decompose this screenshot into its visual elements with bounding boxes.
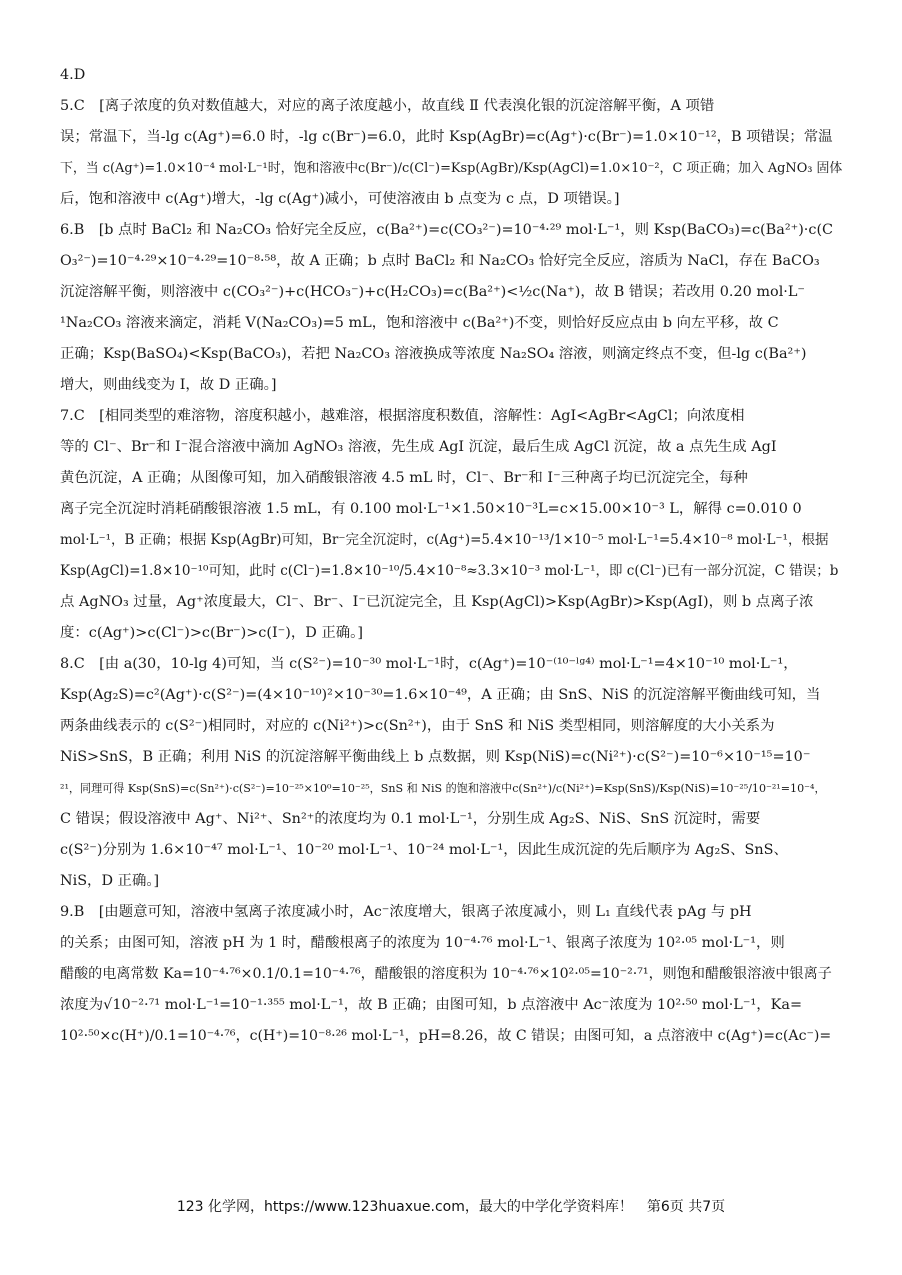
text-line: O₃²⁻)=10⁻⁴·²⁹×10⁻⁴·²⁹=10⁻⁸·⁵⁸，故 A 正确；b 点时 BaCl₂ 和 Na₂CO₃ 恰好完全反应，溶质为 NaCl，存在 BaCO₃ [60, 253, 820, 269]
text-line: NiS>SnS，B 正确；利用 NiS 的沉淀溶解平衡曲线上 b 点数据，则 Ksp(NiS)=c(Ni²⁺)·c(S²⁻)=10⁻⁶×10⁻¹⁵=10⁻ [60, 749, 811, 765]
text-line: Ksp(Ag₂S)=c²(Ag⁺)·c(S²⁻)=(4×10⁻¹⁰)²×10⁻³⁰=1.6×10⁻⁴⁹，A 正确；由 SnS、NiS 的沉淀溶解平衡曲线可知，当 [60, 687, 821, 703]
answer-q7 [60, 401, 844, 649]
text-line: ¹Na₂CO₃ 溶液来滴定，消耗 V(Na₂CO₃)=5 mL，饱和溶液中 c(Ba²⁺)不变，则恰好反应点由 b 向左平移，故 C [60, 315, 779, 331]
text-line: 增大，则曲线变为 Ⅰ，故 D 正确。] [60, 377, 277, 393]
text-line: 正确；Ksp(BaSO₄)<Ksp(BaCO₃)，若把 Na₂CO₃ 溶液换成等浓度 Na₂SO₄ 溶液，则滴定终点不变，但-lg c(Ba²⁺) [60, 346, 807, 362]
text-line: ²¹，同理可得 Ksp(SnS)=c(Sn²⁺)·c(S²⁻)=10⁻²⁵×10⁰=10⁻²⁵，SnS 和 NiS 的饱和溶液中c(Sn²⁺)/c(Ni²⁺)=Ksp(SnS)/Ksp(NiS)=10⁻²⁵/10⁻²¹=10⁻⁴， [60, 782, 826, 795]
page-footer: 123 化学网，https://www.123huaxue.com，最大的中学化学资料库！ 第6页 共7页 [176, 1199, 726, 1215]
text-line: 7.C [相同类型的难溶物，溶度积越小，越难溶，根据溶度积数值，溶解性：AgI<AgBr<AgCl；向浓度相 [60, 408, 745, 424]
text-line: mol·L⁻¹，B 正确；根据 Ksp(AgBr)可知，Br⁻完全沉淀时，c(Ag⁺)=5.4×10⁻¹³/1×10⁻⁵ mol·L⁻¹=5.4×10⁻⁸ mol·L⁻¹，根据 [60, 532, 829, 548]
text-line: 后，饱和溶液中 c(Ag⁺)增大，-lg c(Ag⁺)减小，可使溶液由 b 点变为 c 点，D 项错误。] [60, 191, 620, 207]
answer-q8 [60, 649, 844, 897]
text-line: 点 AgNO₃ 过量，Ag⁺浓度最大，Cl⁻、Br⁻、I⁻已沉淀完全，且 Ksp(AgCl)>Ksp(AgBr)>Ksp(AgI)，则 b 点离子浓 [60, 594, 814, 610]
text-line: 4.D [60, 67, 86, 83]
answer-q5 [60, 91, 844, 215]
text-line: 下，当 c(Ag⁺)=1.0×10⁻⁴ mol·L⁻¹时，饱和溶液中c(Br⁻)/c(Cl⁻)=Ksp(AgBr)/Ksp(AgCl)=1.0×10⁻²，C 项正确；加入 AgNO₃ 固体 [60, 161, 843, 176]
text-line: 度：c(Ag⁺)>c(Cl⁻)>c(Br⁻)>c(I⁻)，D 正确。] [60, 625, 363, 641]
answer-q9 [60, 897, 844, 1052]
answer-q6 [60, 215, 844, 401]
text-line: 5.C [离子浓度的负对数值越大，对应的离子浓度越小，故直线 Ⅱ 代表溴化银的沉淀溶解平衡，A 项错 [60, 98, 715, 114]
text-line: 8.C [由 a(30，10-lg 4)可知，当 c(S²⁻)=10⁻³⁰ mol·L⁻¹时，c(Ag⁺)=10⁻⁽¹⁰⁻ˡᵍ⁴⁾ mol·L⁻¹=4×10⁻¹⁰ mol·L⁻¹， [60, 656, 798, 672]
text-line: 两条曲线表示的 c(S²⁻)相同时，对应的 c(Ni²⁺)>c(Sn²⁺)，由于 SnS 和 NiS 类型相同，则溶解度的大小关系为 [60, 718, 775, 734]
text-line: 误；常温下，当-lg c(Ag⁺)=6.0 时，-lg c(Br⁻)=6.0，此时 Ksp(AgBr)=c(Ag⁺)·c(Br⁻)=1.0×10⁻¹²，B 项错误；常温 [60, 129, 833, 145]
text-line: 离子完全沉淀时消耗硝酸银溶液 1.5 mL，有 0.100 mol·L⁻¹×1.50×10⁻³L=c×15.00×10⁻³ L，解得 c=0.010 0 [60, 501, 802, 517]
text-line: c(S²⁻)分别为 1.6×10⁻⁴⁷ mol·L⁻¹、10⁻²⁰ mol·L⁻¹、10⁻²⁴ mol·L⁻¹，因此生成沉淀的先后顺序为 Ag₂S、SnS、 [60, 842, 788, 858]
text-line: NiS，D 正确。] [60, 873, 160, 889]
text-line: 6.B [b 点时 BaCl₂ 和 Na₂CO₃ 恰好完全反应，c(Ba²⁺)=c(CO₃²⁻)=10⁻⁴·²⁹ mol·L⁻¹，则 Ksp(BaCO₃)=c(Ba²⁺)·c(C [60, 222, 834, 238]
text-line: 9.B [由题意可知，溶液中氢离子浓度减小时，Ac⁻浓度增大，银离子浓度减小，则 L₁ 直线代表 pAg 与 pH [60, 904, 752, 920]
text-line: 等的 Cl⁻、Br⁻和 I⁻混合溶液中滴加 AgNO₃ 溶液，先生成 AgI 沉淀，最后生成 AgCl 沉淀，故 a 点先生成 AgI [60, 439, 777, 455]
text-line: 沉淀溶解平衡，则溶液中 c(CO₃²⁻)+c(HCO₃⁻)+c(H₂CO₃)=c(Ba²⁺)<½c(Na⁺)，故 B 错误；若改用 0.20 mol·L⁻ [60, 284, 806, 300]
text-line: 的关系；由图可知，溶液 pH 为 1 时，醋酸根离子的浓度为 10⁻⁴·⁷⁶ mol·L⁻¹、银离子浓度为 10²·⁰⁵ mol·L⁻¹，则 [60, 935, 785, 951]
text-line: 浓度为√10⁻²·⁷¹ mol·L⁻¹=10⁻¹·³⁵⁵ mol·L⁻¹，故 B 正确；由图可知，b 点溶液中 Ac⁻浓度为 10²·⁵⁰ mol·L⁻¹，Ka= [60, 997, 803, 1013]
text-line: Ksp(AgCl)=1.8×10⁻¹⁰可知，此时 c(Cl⁻)=1.8×10⁻¹⁰/5.4×10⁻⁸≈3.3×10⁻³ mol·L⁻¹，即 c(Cl⁻)已有一部分沉淀，C 错误；b [60, 563, 839, 579]
answer-q4 [60, 60, 844, 91]
text-line: C 错误；假设溶液中 Ag⁺、Ni²⁺、Sn²⁺的浓度均为 0.1 mol·L⁻¹，分别生成 Ag₂S、NiS、SnS 沉淀时，需要 [60, 811, 761, 827]
text-line: 醋酸的电离常数 Ka=10⁻⁴·⁷⁶×0.1/0.1=10⁻⁴·⁷⁶，醋酸银的溶度积为 10⁻⁴·⁷⁶×10²·⁰⁵=10⁻²·⁷¹，则饱和醋酸银溶液中银离子 [60, 966, 832, 982]
text-line: 10²·⁵⁰×c(H⁺)/0.1=10⁻⁴·⁷⁶，c(H⁺)=10⁻⁸·²⁶ mol·L⁻¹，pH=8.26，故 C 错误；由图可知，a 点溶液中 c(Ag⁺)=c(Ac⁻)= [60, 1028, 832, 1044]
text-line: 黄色沉淀，A 正确；从图像可知，加入硝酸银溶液 4.5 mL 时，Cl⁻、Br⁻和 I⁻三种离子均已沉淀完全，每种 [60, 470, 748, 486]
